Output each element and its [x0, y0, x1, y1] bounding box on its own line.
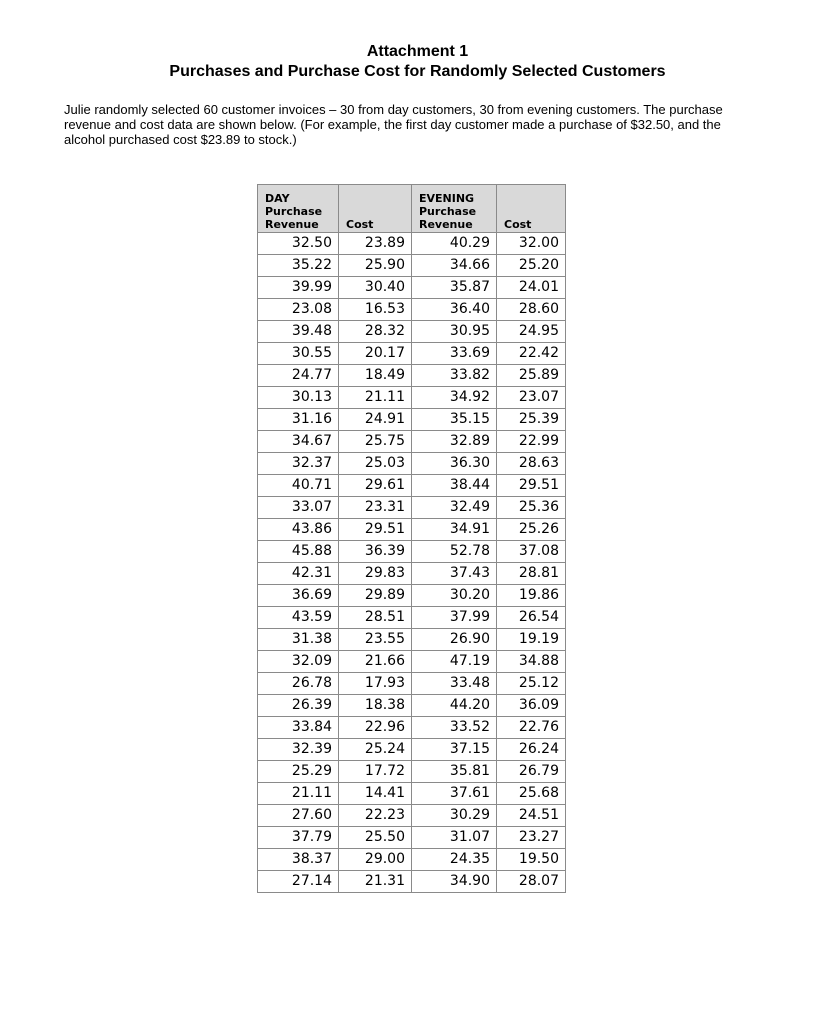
day-cost-cell: 29.89 — [339, 585, 412, 607]
day-cost-cell: 16.53 — [339, 299, 412, 321]
day-cost-cell: 22.23 — [339, 805, 412, 827]
day-revenue-cell: 21.11 — [258, 783, 339, 805]
evening-cost-cell: 26.24 — [497, 739, 566, 761]
day-revenue-cell: 45.88 — [258, 541, 339, 563]
table-row — [258, 761, 566, 783]
day-revenue-cell: 25.29 — [258, 761, 339, 783]
evening-revenue-cell: 33.52 — [412, 717, 497, 739]
day-cost-cell: 22.96 — [339, 717, 412, 739]
day-revenue-cell: 32.09 — [258, 651, 339, 673]
table-header-row — [258, 185, 566, 233]
header-evening-purchase: Purchase — [419, 205, 477, 218]
table-row — [258, 563, 566, 585]
header-day-revenue — [258, 185, 339, 233]
day-cost-cell: 25.50 — [339, 827, 412, 849]
evening-revenue-cell: 33.48 — [412, 673, 497, 695]
table-row — [258, 717, 566, 739]
day-revenue-cell: 30.55 — [258, 343, 339, 365]
evening-cost-cell: 24.95 — [497, 321, 566, 343]
evening-cost-cell: 25.12 — [497, 673, 566, 695]
table-row — [258, 475, 566, 497]
evening-revenue-cell: 32.89 — [412, 431, 497, 453]
day-cost-cell: 20.17 — [339, 343, 412, 365]
evening-revenue-cell: 30.20 — [412, 585, 497, 607]
table-row — [258, 607, 566, 629]
day-revenue-cell: 26.39 — [258, 695, 339, 717]
evening-revenue-cell: 37.43 — [412, 563, 497, 585]
day-revenue-cell: 39.48 — [258, 321, 339, 343]
evening-cost-cell: 23.07 — [497, 387, 566, 409]
day-cost-cell: 29.83 — [339, 563, 412, 585]
day-cost-cell: 29.51 — [339, 519, 412, 541]
day-cost-cell: 30.40 — [339, 277, 412, 299]
day-revenue-cell: 42.31 — [258, 563, 339, 585]
day-cost-cell: 14.41 — [339, 783, 412, 805]
evening-cost-cell: 23.27 — [497, 827, 566, 849]
day-cost-cell: 23.89 — [339, 233, 412, 255]
evening-cost-cell: 29.51 — [497, 475, 566, 497]
evening-revenue-cell: 40.29 — [412, 233, 497, 255]
evening-revenue-cell: 34.91 — [412, 519, 497, 541]
table-row — [258, 849, 566, 871]
table-row — [258, 321, 566, 343]
header-day-label: DAY — [265, 192, 290, 205]
table-body — [258, 233, 566, 893]
day-cost-cell: 25.24 — [339, 739, 412, 761]
evening-cost-cell: 28.81 — [497, 563, 566, 585]
day-cost-cell: 25.90 — [339, 255, 412, 277]
day-cost-cell: 18.49 — [339, 365, 412, 387]
table-row — [258, 519, 566, 541]
attachment-title: Attachment 1 — [366, 43, 469, 60]
evening-revenue-cell: 44.20 — [412, 695, 497, 717]
day-cost-cell: 36.39 — [339, 541, 412, 563]
evening-cost-cell: 36.09 — [497, 695, 566, 717]
evening-revenue-cell: 37.99 — [412, 607, 497, 629]
evening-revenue-cell: 36.30 — [412, 453, 497, 475]
evening-cost-cell: 22.76 — [497, 717, 566, 739]
evening-cost-cell: 32.00 — [497, 233, 566, 255]
evening-revenue-cell: 24.35 — [412, 849, 497, 871]
day-revenue-cell: 38.37 — [258, 849, 339, 871]
day-revenue-cell: 40.71 — [258, 475, 339, 497]
evening-cost-cell: 25.39 — [497, 409, 566, 431]
day-revenue-cell: 24.77 — [258, 365, 339, 387]
table-row — [258, 299, 566, 321]
evening-revenue-cell: 31.07 — [412, 827, 497, 849]
table-row — [258, 541, 566, 563]
evening-revenue-cell: 47.19 — [412, 651, 497, 673]
day-revenue-cell: 37.79 — [258, 827, 339, 849]
table-row — [258, 805, 566, 827]
evening-cost-cell: 22.99 — [497, 431, 566, 453]
header-day-revenue-label: Revenue — [265, 218, 319, 231]
table-row — [258, 695, 566, 717]
table-row — [258, 629, 566, 651]
evening-cost-cell: 19.50 — [497, 849, 566, 871]
table-row — [258, 233, 566, 255]
evening-revenue-cell: 35.15 — [412, 409, 497, 431]
evening-cost-cell: 37.08 — [497, 541, 566, 563]
day-revenue-cell: 27.60 — [258, 805, 339, 827]
table-row — [258, 277, 566, 299]
purchases-table — [257, 184, 566, 893]
day-revenue-cell: 34.67 — [258, 431, 339, 453]
evening-cost-cell: 25.26 — [497, 519, 566, 541]
day-cost-cell: 23.31 — [339, 497, 412, 519]
header-day-cost — [339, 185, 412, 233]
evening-cost-cell: 24.51 — [497, 805, 566, 827]
table-row — [258, 871, 566, 893]
evening-cost-cell: 25.36 — [497, 497, 566, 519]
table-row — [258, 739, 566, 761]
evening-revenue-cell: 37.61 — [412, 783, 497, 805]
header-day-cost-label: Cost — [346, 218, 374, 231]
day-revenue-cell: 32.39 — [258, 739, 339, 761]
day-cost-cell: 24.91 — [339, 409, 412, 431]
table-row — [258, 387, 566, 409]
evening-revenue-cell: 32.49 — [412, 497, 497, 519]
intro-paragraph: Julie randomly selected 60 customer invoices – 30 from day customers, 30 from evening customers. The purchase revenue and cost data are shown below. (For example, the first day customer made a purchase of $32.50, and the alcohol purchased cost $23.89 to stock.) — [64, 102, 723, 147]
table-row — [258, 255, 566, 277]
evening-revenue-cell: 30.29 — [412, 805, 497, 827]
day-revenue-cell: 43.59 — [258, 607, 339, 629]
page-title: Purchases and Purchase Cost for Randomly Selected Customers — [169, 63, 666, 80]
day-cost-cell: 23.55 — [339, 629, 412, 651]
evening-revenue-cell: 26.90 — [412, 629, 497, 651]
evening-cost-cell: 25.89 — [497, 365, 566, 387]
table-row — [258, 431, 566, 453]
evening-revenue-cell: 33.69 — [412, 343, 497, 365]
header-evening-cost-label: Cost — [504, 218, 532, 231]
day-revenue-cell: 33.84 — [258, 717, 339, 739]
evening-cost-cell: 19.19 — [497, 629, 566, 651]
evening-revenue-cell: 34.66 — [412, 255, 497, 277]
table-row — [258, 827, 566, 849]
header-evening-label: EVENING — [419, 192, 475, 205]
evening-cost-cell: 22.42 — [497, 343, 566, 365]
day-revenue-cell: 36.69 — [258, 585, 339, 607]
day-cost-cell: 25.03 — [339, 453, 412, 475]
day-cost-cell: 29.00 — [339, 849, 412, 871]
day-revenue-cell: 33.07 — [258, 497, 339, 519]
day-revenue-cell: 35.22 — [258, 255, 339, 277]
table-row — [258, 651, 566, 673]
day-cost-cell: 18.38 — [339, 695, 412, 717]
evening-cost-cell: 26.54 — [497, 607, 566, 629]
evening-cost-cell: 24.01 — [497, 277, 566, 299]
day-revenue-cell: 26.78 — [258, 673, 339, 695]
evening-revenue-cell: 36.40 — [412, 299, 497, 321]
evening-revenue-cell: 33.82 — [412, 365, 497, 387]
evening-cost-cell: 34.88 — [497, 651, 566, 673]
table-row — [258, 783, 566, 805]
header-day-purchase: Purchase — [265, 205, 323, 218]
table-row — [258, 585, 566, 607]
table-row — [258, 497, 566, 519]
day-revenue-cell: 43.86 — [258, 519, 339, 541]
evening-cost-cell: 28.07 — [497, 871, 566, 893]
table-row — [258, 453, 566, 475]
header-evening-revenue — [412, 185, 497, 233]
evening-cost-cell: 25.68 — [497, 783, 566, 805]
table-row — [258, 409, 566, 431]
evening-cost-cell: 19.86 — [497, 585, 566, 607]
evening-cost-cell: 25.20 — [497, 255, 566, 277]
day-cost-cell: 21.11 — [339, 387, 412, 409]
evening-revenue-cell: 35.81 — [412, 761, 497, 783]
evening-revenue-cell: 38.44 — [412, 475, 497, 497]
day-cost-cell: 17.72 — [339, 761, 412, 783]
day-cost-cell: 21.31 — [339, 871, 412, 893]
evening-cost-cell: 28.63 — [497, 453, 566, 475]
day-revenue-cell: 39.99 — [258, 277, 339, 299]
evening-revenue-cell: 37.15 — [412, 739, 497, 761]
day-cost-cell: 25.75 — [339, 431, 412, 453]
evening-revenue-cell: 52.78 — [412, 541, 497, 563]
table-row — [258, 365, 566, 387]
day-revenue-cell: 32.50 — [258, 233, 339, 255]
evening-revenue-cell: 30.95 — [412, 321, 497, 343]
day-revenue-cell: 31.38 — [258, 629, 339, 651]
header-evening-revenue-label: Revenue — [419, 218, 473, 231]
day-revenue-cell: 32.37 — [258, 453, 339, 475]
day-revenue-cell: 27.14 — [258, 871, 339, 893]
day-revenue-cell: 30.13 — [258, 387, 339, 409]
day-cost-cell: 28.32 — [339, 321, 412, 343]
table-row — [258, 343, 566, 365]
evening-revenue-cell: 35.87 — [412, 277, 497, 299]
day-cost-cell: 17.93 — [339, 673, 412, 695]
day-cost-cell: 28.51 — [339, 607, 412, 629]
day-revenue-cell: 23.08 — [258, 299, 339, 321]
day-revenue-cell: 31.16 — [258, 409, 339, 431]
evening-cost-cell: 26.79 — [497, 761, 566, 783]
table-row — [258, 673, 566, 695]
evening-cost-cell: 28.60 — [497, 299, 566, 321]
evening-revenue-cell: 34.90 — [412, 871, 497, 893]
day-cost-cell: 21.66 — [339, 651, 412, 673]
evening-revenue-cell: 34.92 — [412, 387, 497, 409]
day-cost-cell: 29.61 — [339, 475, 412, 497]
header-evening-cost — [497, 185, 566, 233]
